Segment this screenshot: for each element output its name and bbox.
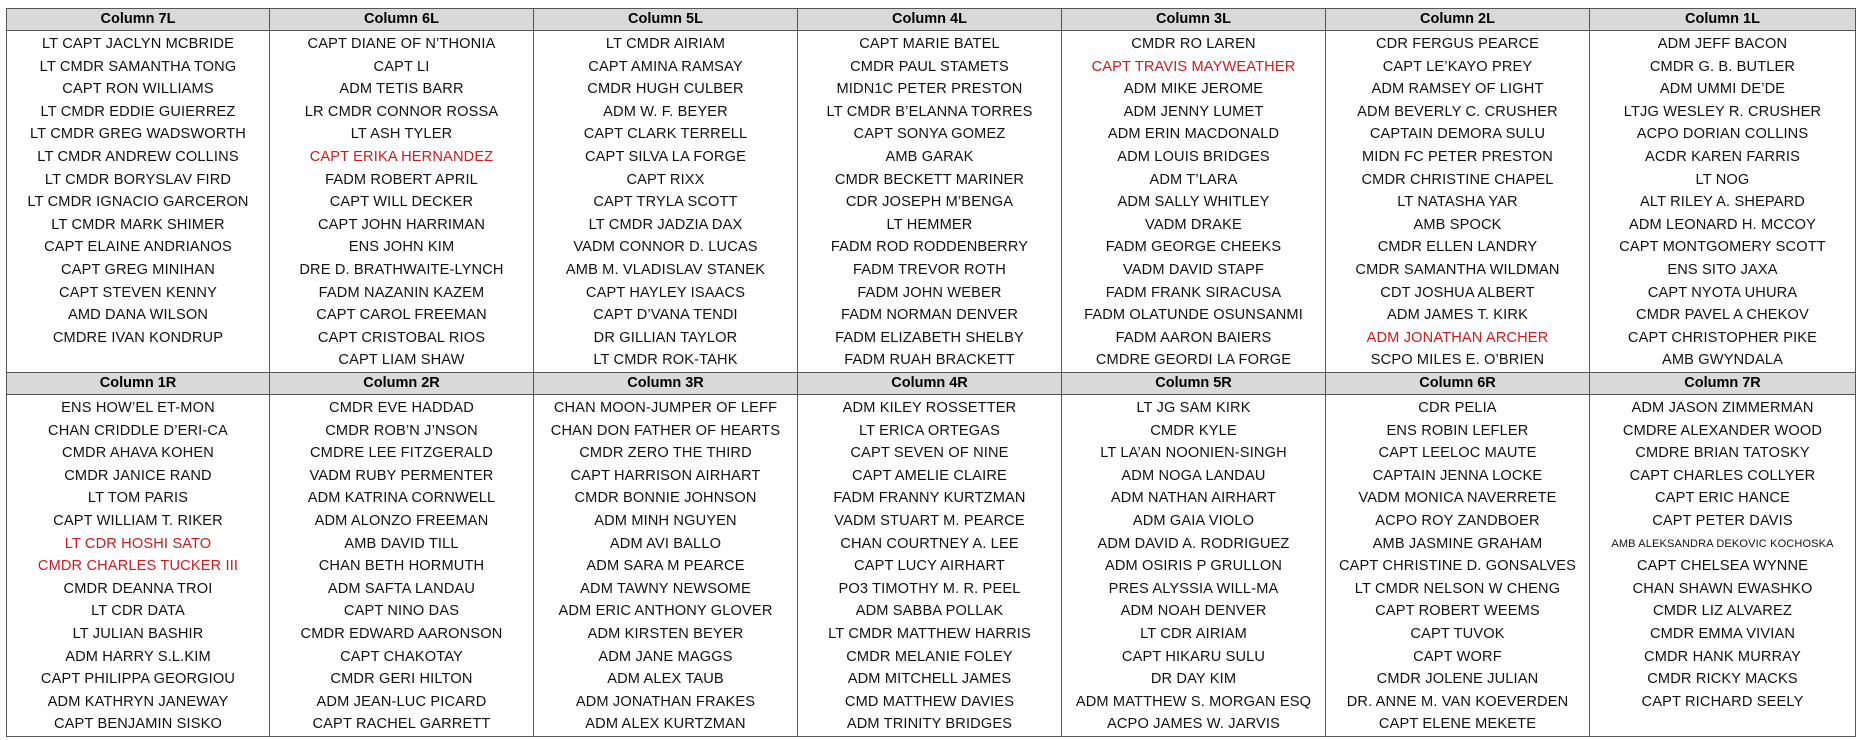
name-entry: PRES ALYSSIA WILL-MA (1108, 580, 1279, 597)
name-entry: LT TOM PARIS (87, 490, 189, 507)
name-entry: LT CMDR IGNACIO GARCERON (27, 194, 249, 211)
name-entry: CMDR CHRISTINE CHAPEL (1361, 171, 1554, 188)
name-entry: CDR FERGUS PEARCE (1375, 36, 1540, 52)
name-entry: LT NOG (1695, 171, 1750, 188)
name-list (1590, 395, 1855, 713)
name-entry: ACPO DORIAN COLLINS (1636, 126, 1809, 143)
name-entry: CMDR EDWARD AARONSON (300, 625, 503, 642)
name-entry: CDR PELIA (1418, 400, 1497, 416)
name-entry: CMDR JOLENE JULIAN (1376, 671, 1539, 688)
column-cell (798, 395, 1062, 737)
highlighted-name: CAPT TRAVIS MAYWEATHER (1091, 58, 1296, 75)
name-entry: ADM BEVERLY C. CRUSHER (1357, 103, 1558, 120)
name-entry: CMDRE GEORDI LA FORGE (1095, 352, 1292, 369)
name-entry: ADM KATHRYN JANEWAY (47, 693, 229, 710)
name-entry: FADM ELIZABETH SHELBY (835, 329, 1024, 346)
column-cell (1062, 395, 1326, 737)
name-entry: CAPT SONYA GOMEZ (853, 126, 1006, 143)
name-entry: CAPT D’VANA TENDI (593, 307, 738, 324)
name-entry: CAPT ELAINE ANDRIANOS (44, 239, 232, 256)
column-cell (1590, 395, 1856, 737)
name-entry: DRE D. BRATHWAITE-LYNCH (299, 261, 504, 278)
name-entry: LT CMDR JADZIA DAX (588, 216, 743, 233)
name-entry: CMDR GERI HILTON (330, 671, 473, 688)
top-body-row (7, 31, 1856, 373)
name-entry: ADM SAFTA LANDAU (327, 580, 476, 597)
column-cell (534, 31, 798, 373)
name-entry: CAPT PHILIPPA GEORGIOU (40, 671, 236, 688)
name-entry: LT CMDR AIRIAM (605, 36, 726, 52)
column-header: Column 3R (534, 373, 798, 395)
name-entry: AMB GARAK (885, 148, 974, 165)
column-header: Column 5L (534, 9, 798, 31)
name-entry: CAPT WILLIAM T. RIKER (53, 512, 223, 529)
name-entry: LT HEMMER (886, 216, 973, 233)
name-list (798, 31, 1061, 372)
name-entry: CAPT RACHEL GARRETT (312, 716, 491, 733)
name-entry: CMDRE IVAN KONDRUP (52, 329, 224, 346)
name-entry: ADM ALEX KURTZMAN (585, 716, 746, 733)
name-entry: ADM W. F. BEYER (603, 103, 728, 120)
name-entry: CMDR DEANNA TROI (63, 580, 213, 597)
name-entry: CAPT STEVEN KENNY (59, 284, 217, 301)
column-cell (270, 395, 534, 737)
name-entry: LT CMDR SAMANTHA TONG (39, 58, 237, 75)
name-entry: LT CDR DATA (91, 603, 185, 620)
name-entry: ALT RILEY A. SHEPARD (1640, 194, 1805, 211)
name-entry: ACPO ROY ZANDBOER (1375, 512, 1540, 529)
name-entry: AMB SPOCK (1413, 216, 1502, 233)
name-entry: FADM RUAH BRACKETT (844, 352, 1015, 369)
name-entry: CAPT PETER DAVIS (1652, 512, 1793, 529)
name-entry: CMDR BECKETT MARINER (834, 171, 1025, 188)
name-list (270, 395, 533, 736)
name-entry: ADM ERIC ANTHONY GLOVER (558, 603, 773, 620)
name-entry: CMDR ELLEN LANDRY (1377, 239, 1538, 256)
name-entry: ADM LEONARD H. MCCOY (1628, 216, 1817, 233)
name-entry: ADM NOGA LANDAU (1121, 467, 1266, 484)
name-entry: ADM RAMSEY OF LIGHT (1371, 81, 1544, 98)
name-entry: CAPT LEELOC MAUTE (1378, 445, 1537, 462)
name-entry: VADM DAVID STAPF (1122, 261, 1265, 278)
name-entry: FADM TREVOR ROTH (853, 261, 1006, 278)
name-entry: CAPT AMELIE CLAIRE (852, 467, 1007, 484)
name-entry: CAPT CHRISTINE D. GONSALVES (1338, 558, 1577, 575)
name-entry: LT LA’AN NOONIEN-SINGH (1100, 445, 1287, 462)
name-entry: LT CAPT JACLYN MCBRIDE (42, 36, 234, 52)
name-entry: LT CMDR EDDIE GUIERREZ (40, 103, 236, 120)
name-list (1062, 395, 1325, 736)
name-entry: CAPT SEVEN OF NINE (850, 445, 1009, 462)
name-entry: CAPT WORF (1413, 648, 1502, 665)
column-header: Column 1R (7, 373, 270, 395)
name-entry: ADM AVI BALLO (609, 535, 722, 552)
name-entry: FADM ROBERT APRIL (325, 171, 478, 188)
name-entry: CHAN COURTNEY A. LEE (840, 535, 1019, 552)
name-entry: CAPT CHAKOTAY (340, 648, 463, 665)
column-header: Column 2R (270, 373, 534, 395)
name-entry: ADM JANE MAGGS (598, 648, 733, 665)
name-entry: CMDR ZERO THE THIRD (579, 445, 752, 462)
name-entry: ADM NOAH DENVER (1120, 603, 1267, 620)
name-entry: CAPT CLARK TERRELL (583, 126, 748, 143)
name-entry: CAPT CRISTOBAL RIOS (317, 329, 486, 346)
highlighted-name: CMDR CHARLES TUCKER III (37, 558, 239, 575)
name-entry: AMB M. VLADISLAV STANEK (565, 261, 766, 278)
name-entry: CAPT WILL DECKER (329, 194, 474, 211)
name-entry: VADM CONNOR D. LUCAS (573, 239, 758, 256)
roster-table (6, 8, 1856, 737)
name-entry: LTJG WESLEY R. CRUSHER (1623, 103, 1822, 120)
name-entry: CHAN DON FATHER OF HEARTS (550, 422, 781, 439)
name-entry: ADM JENNY LUMET (1123, 103, 1264, 120)
column-header: Column 7L (7, 9, 270, 31)
name-entry: AMB GWYNDALA (1661, 352, 1783, 369)
name-entry: CDT JOSHUA ALBERT (1380, 284, 1535, 301)
name-entry: CAPT LIAM SHAW (338, 352, 465, 369)
name-entry: CMDR EMMA VIVIAN (1649, 625, 1796, 642)
name-entry: ADM HARRY S.L.KIM (65, 648, 211, 665)
name-entry: ADM JAMES T. KIRK (1387, 307, 1528, 324)
name-entry: LT ERICA ORTEGAS (858, 422, 1001, 439)
name-entry: CMDR EVE HADDAD (329, 400, 474, 416)
name-entry: ADM ALONZO FREEMAN (314, 512, 489, 529)
name-entry: ADM TRINITY BRIDGES (846, 716, 1013, 733)
column-header: Column 2L (1326, 9, 1590, 31)
name-entry: AMB DAVID TILL (344, 535, 459, 552)
name-entry: CAPT HARRISON AIRHART (570, 467, 761, 484)
name-entry: CAPT CHARLES COLLYER (1629, 467, 1816, 484)
name-entry: CMDR MELANIE FOLEY (846, 648, 1013, 665)
name-entry: ADM ERIN MACDONALD (1107, 126, 1280, 143)
name-entry: PO3 TIMOTHY M. R. PEEL (838, 580, 1021, 597)
name-entry: ACDR KAREN FARRIS (1644, 148, 1800, 165)
column-cell (1326, 395, 1590, 737)
name-entry: FADM NAZANIN KAZEM (318, 284, 485, 301)
name-entry: CAPT DIANE OF N’THONIA (307, 36, 496, 52)
name-entry: CDR JOSEPH M’BENGA (845, 194, 1014, 211)
name-entry: LT NATASHA YAR (1397, 194, 1518, 211)
name-entry: AMD DANA WILSON (67, 307, 209, 324)
name-list (534, 395, 797, 736)
name-entry: CMDR RICKY MACKS (1647, 671, 1798, 688)
name-entry: CHAN SHAWN EWASHKO (1632, 580, 1813, 597)
name-entry: CAPT LE’KAYO PREY (1382, 58, 1533, 75)
name-entry: LT CMDR B’ELANNA TORRES (826, 103, 1033, 120)
name-entry: CAPT HIKARU SULU (1121, 648, 1266, 665)
name-entry: ADM KATRINA CORNWELL (307, 490, 496, 507)
name-entry: ADM KILEY ROSSETTER (842, 400, 1017, 416)
name-entry: CMDRE LEE FITZGERALD (309, 445, 493, 462)
name-list (7, 31, 269, 349)
name-entry: ADM UMMI DE’DE (1659, 81, 1786, 98)
name-entry: ENS JOHN KIM (348, 239, 455, 256)
name-entry: CAPT GREG MINIHAN (61, 261, 215, 278)
name-entry: FADM GEORGE CHEEKS (1105, 239, 1282, 256)
column-cell (1326, 31, 1590, 373)
name-entry: ADM TETIS BARR (339, 81, 464, 98)
name-entry: DR GILLIAN TAYLOR (593, 329, 738, 346)
name-entry: CMDR PAVEL A CHEKOV (1636, 307, 1809, 324)
name-entry: CAPT NINO DAS (343, 603, 460, 620)
name-entry: CMDR ROB’N J’NSON (325, 422, 478, 439)
bottom-header-row (7, 373, 1856, 395)
name-entry: CAPT NYOTA UHURA (1647, 284, 1798, 301)
name-entry: CMDR HANK MURRAY (1644, 648, 1801, 665)
name-entry: FADM NORMAN DENVER (840, 307, 1019, 324)
name-list (1062, 31, 1325, 372)
name-entry: FADM FRANK SIRACUSA (1105, 284, 1282, 301)
name-entry: FADM FRANNY KURTZMAN (833, 490, 1026, 507)
column-header: Column 6L (270, 9, 534, 31)
name-entry: CMD MATTHEW DAVIES (844, 693, 1015, 710)
name-list (270, 31, 533, 372)
name-entry: FADM AARON BAIERS (1115, 329, 1272, 346)
name-entry: CAPT BENJAMIN SISKO (53, 716, 222, 733)
name-entry: LR CMDR CONNOR ROSSA (304, 103, 499, 120)
name-entry: LT CDR AIRIAM (1140, 625, 1247, 642)
name-entry: ADM GAIA VIOLO (1132, 512, 1255, 529)
name-entry: CMDR SAMANTHA WILDMAN (1355, 261, 1560, 278)
name-entry: AMB JASMINE GRAHAM (1372, 535, 1543, 552)
name-entry: CAPT CAROL FREEMAN (316, 307, 487, 324)
name-entry: MIDN FC PETER PRESTON (1362, 148, 1553, 165)
name-entry: ENS SITO JAXA (1667, 261, 1778, 278)
name-entry: ADM T’LARA (1149, 171, 1238, 188)
name-entry: ADM SALLY WHITLEY (1117, 194, 1270, 211)
name-entry: ADM KIRSTEN BEYER (587, 625, 744, 642)
name-entry: ADM MATTHEW S. MORGAN ESQ (1075, 693, 1312, 710)
highlighted-name: ADM JONATHAN ARCHER (1366, 329, 1549, 346)
name-entry: ENS HOW’EL ET-MON (61, 400, 215, 416)
name-entry: CAPT ERIC HANCE (1655, 490, 1790, 507)
name-list (1326, 31, 1589, 372)
column-cell (798, 31, 1062, 373)
name-entry: CMDR BONNIE JOHNSON (574, 490, 757, 507)
name-entry: FADM JOHN WEBER (857, 284, 1002, 301)
column-header: Column 3L (1062, 9, 1326, 31)
name-entry: CAPTAIN DEMORA SULU (1369, 126, 1546, 143)
column-header: Column 7R (1590, 373, 1856, 395)
column-header: Column 5R (1062, 373, 1326, 395)
name-list (7, 395, 269, 736)
column-cell (534, 395, 798, 737)
name-entry: CMDRE ALEXANDER WOOD (1622, 422, 1823, 439)
name-entry: ADM JEFF BACON (1657, 36, 1788, 52)
name-entry: LT CMDR MARK SHIMER (51, 216, 225, 233)
name-entry: VADM MONICA NAVERRETE (1358, 490, 1557, 507)
name-entry: ADM JONATHAN FRAKES (575, 693, 756, 710)
name-entry: CAPT MARIE BATEL (859, 36, 1000, 52)
name-entry: CAPT CHRISTOPHER PIKE (1627, 329, 1818, 346)
name-entry: LT CMDR MATTHEW HARRIS (828, 625, 1031, 642)
bottom-body-row (7, 395, 1856, 737)
name-list (798, 395, 1061, 736)
name-entry: CMDR AHAVA KOHEN (62, 445, 214, 462)
highlighted-name: LT CDR HOSHI SATO (64, 535, 212, 552)
name-entry: CAPT JOHN HARRIMAN (317, 216, 486, 233)
name-entry: CAPT RON WILLIAMS (62, 81, 214, 98)
column-cell (1062, 31, 1326, 373)
name-entry: ADM NATHAN AIRHART (1110, 490, 1277, 507)
name-entry: LT JULIAN BASHIR (72, 625, 204, 642)
name-entry: VADM DRAKE (1145, 216, 1242, 233)
name-entry: CAPT ROBERT WEEMS (1375, 603, 1540, 620)
name-entry: CMDR HUGH CULBER (587, 81, 744, 98)
name-list (1590, 31, 1855, 372)
name-entry: CAPT HAYLEY ISAACS (585, 284, 746, 301)
name-entry: CHAN CRIDDLE D’ERI-CA (48, 422, 228, 439)
name-entry: CAPT AMINA RAMSAY (588, 58, 743, 75)
name-entry: CAPT TRYLA SCOTT (593, 194, 738, 211)
name-list (1326, 395, 1589, 736)
column-cell (7, 395, 270, 737)
name-entry: ACPO JAMES W. JARVIS (1106, 716, 1281, 733)
name-entry: DR. ANNE M. VAN KOEVERDEN (1346, 693, 1569, 710)
column-header: Column 4L (798, 9, 1062, 31)
name-entry: ADM DAVID A. RODRIGUEZ (1097, 535, 1290, 552)
name-list (534, 31, 797, 372)
name-entry: ADM MIKE JEROME (1123, 81, 1264, 98)
highlighted-name: CAPT ERIKA HERNANDEZ (309, 148, 494, 165)
name-entry: CMDR JANICE RAND (64, 467, 212, 484)
name-entry: ADM SABBA POLLAK (855, 603, 1004, 620)
column-cell (270, 31, 534, 373)
name-entry: LT CMDR BORYSLAV FIRD (44, 171, 232, 188)
name-entry: MIDN1C PETER PRESTON (836, 81, 1023, 98)
name-entry: ADM SARA M PEARCE (586, 558, 745, 575)
name-entry: ADM LOUIS BRIDGES (1117, 148, 1270, 165)
name-entry: ADM ALEX TAUB (607, 671, 724, 688)
name-entry: CMDR LIZ ALVAREZ (1653, 603, 1792, 620)
name-entry: SCPO MILES E. O’BRIEN (1370, 352, 1545, 369)
name-entry: CMDR G. B. BUTLER (1649, 58, 1796, 75)
name-entry: ENS ROBIN LEFLER (1386, 422, 1529, 439)
name-entry: CMDR KYLE (1150, 422, 1237, 439)
name-entry: ADM OSIRIS P GRULLON (1104, 558, 1283, 575)
column-cell (7, 31, 270, 373)
name-entry: LT CMDR NELSON W CHENG (1354, 580, 1561, 597)
name-entry: CMDRE BRIAN TATOSKY (1635, 445, 1810, 462)
name-entry: CAPT LI (373, 58, 430, 75)
name-entry: LT CMDR ROK-TAHK (593, 352, 738, 369)
name-entry: ADM MITCHELL JAMES (847, 671, 1012, 688)
name-entry: CAPT MONTGOMERY SCOTT (1619, 239, 1826, 256)
name-entry: ADM JASON ZIMMERMAN (1631, 400, 1814, 416)
column-cell (1590, 31, 1856, 373)
name-entry: CAPT LUCY AIRHART (854, 558, 1005, 575)
column-header: Column 4R (798, 373, 1062, 395)
top-header-row (7, 9, 1856, 31)
name-entry: LT CMDR ANDREW COLLINS (37, 148, 239, 165)
name-entry: CMDR RO LAREN (1131, 36, 1256, 52)
name-entry: AMB ALEKSANDRA DEKOVIC KOCHOSKA (1611, 537, 1834, 550)
name-entry: CAPT SILVA LA FORGE (584, 148, 746, 165)
name-entry: LT ASH TYLER (350, 126, 453, 143)
name-entry: ADM MINH NGUYEN (594, 512, 737, 529)
name-entry: CAPT CHELSEA WYNNE (1636, 558, 1809, 575)
name-entry: FADM OLATUNDE OSUNSANMI (1084, 307, 1303, 324)
column-header: Column 6R (1326, 373, 1590, 395)
name-entry: VADM RUBY PERMENTER (309, 467, 494, 484)
name-entry: CAPT RIXX (626, 171, 705, 188)
name-entry: ADM TAWNY NEWSOME (580, 580, 751, 597)
name-entry: ADM JEAN-LUC PICARD (316, 693, 487, 710)
name-entry: FADM ROD RODDENBERRY (830, 239, 1029, 256)
name-entry: CAPT TUVOK (1410, 625, 1505, 642)
name-entry: CAPT RICHARD SEELY (1641, 693, 1804, 710)
name-entry: CMDR PAUL STAMETS (850, 58, 1009, 75)
column-header: Column 1L (1590, 9, 1856, 31)
name-entry: CHAN BETH HORMUTH (318, 558, 485, 575)
name-entry: VADM STUART M. PEARCE (834, 512, 1025, 529)
name-entry: CAPT ELENE MEKETE (1378, 716, 1537, 733)
name-entry: CAPTAIN JENNA LOCKE (1372, 467, 1543, 484)
name-entry: LT JG SAM KIRK (1136, 400, 1251, 416)
name-entry: DR DAY KIM (1150, 671, 1237, 688)
name-entry: LT CMDR GREG WADSWORTH (30, 126, 246, 143)
name-entry: CHAN MOON-JUMPER OF LEFF (553, 400, 778, 416)
